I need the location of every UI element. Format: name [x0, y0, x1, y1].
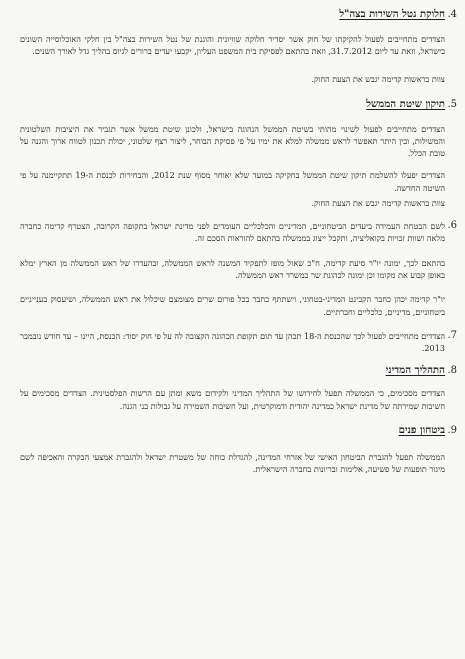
section-9 [20, 424, 457, 476]
section-5-title: תיקון שיטת הממשל [366, 97, 445, 110]
section-5-number: 5. [447, 98, 457, 110]
section-7-paragraph-1: הצדדים מתחייבים לפעול לכך שהכנסת ה-18 תכהן עד תום תקופת הכהונה הקצובה לה על פי חוק יסוד: הכנסת, היינו – עד חודש נובמבר 2013. [20, 330, 445, 354]
section-6-paragraph-1: לשם הבטחת העמידה ביעדים הביטחוניים, המדיניים והכלכליים העומדים לפני מדינת ישראל בתקופה הקרובה, הצטרף קדימה כחברה מלאה ושוות זכויות בקואליציה, ותקבל ייצוג בממשלה בהתאם להוראות הסכם זה. [20, 221, 445, 244]
section-8-heading [20, 364, 457, 377]
section-8-number: 8. [447, 365, 457, 377]
section-4-paragraph-1: הצדדים מתחייבים לפעול להקיקתו של חוק אשר יסדיר חלוקה שוויונית והוגנת של נטל השירות בצה"ל בין חלקי האוכלוסייה השונים בישראל, וזאת עד ליום 31.7.2012, וזאת בהתאם לפסיקת בית המשפט העליון, יקבעו יעדים ברורים לגיוס בהליך גדל לאורך השנים. [20, 34, 445, 57]
section-5 [20, 97, 457, 210]
section-5-heading [20, 97, 457, 111]
section-6-paragraph-3: יו"ר קדימה יכהן כחבר הקבינט המדיני-בטחוני, וישתתף כחבר בכל פורום שרים מצומצם שיכלול את ראש הממשלה, ושיעסוק בענייניים ביטחוניים, מדיניים, כלכליים וחברתיים. [20, 294, 445, 317]
section-4 [20, 8, 457, 86]
section-7 [20, 329, 457, 355]
section-9-number: 9. [447, 425, 457, 437]
section-5-team-note: צוות בראשות קדימה יגבש את הצעת החוק. [311, 199, 445, 209]
section-6-paragraph-2: בהתאם לכך, ימונה יו"ר סיעת קדימה, ח"כ שאול מופז לתפקיד המשנה לראש הממשלה, ובהעדרו של ראש הממשלה מן הארץ ימלא באופן קבוע את מקומו וכן ימונה לכהונת שר במשרד ראש הממשלה. [20, 257, 445, 280]
section-9-paragraph-1: הממשלה תפעל להגברת הביטחון האישי של אזרחי המדינה, להגדלת כוחה של משטרת ישראל ולהגברת אמצעי הבקרה והאכיפה לשם מיגור תופעות של פשיעה, אלימות ובריונות בחברה הישראלית. [20, 452, 445, 475]
section-9-heading [20, 424, 457, 437]
section-5-paragraph-2: הצדדים יפעלו להשלמת תיקון שיטת הממשל בחקיקה במועד שלא יאוחר מסוף שנת 2012, והבחירות לכנסת ה-19 תתקיימנה על פי השיטה החדשה. [20, 170, 445, 193]
section-4-title: חלוקת נטל השירות בצה"ל [339, 8, 445, 20]
section-6 [20, 220, 457, 318]
section-6-number: 6. [447, 220, 457, 232]
section-8-paragraph-1: הצדדים מסכימים, כי הממשלה תפעל לחידושו של התהליך המדיני ולקידום משא ומתן עם הרשות הפלסטינית. הצדדים מסכימים על חשיבות שמירתה של מדינת ישראל כמדינה יהודית ודמוקרטית, ועל חשיבות השמירה על גבולות בני הגנה. [20, 388, 445, 411]
section-7-number: 7. [447, 329, 457, 341]
section-4-number: 4. [447, 9, 457, 20]
section-8 [20, 364, 457, 412]
section-4-team-note: צוות בראשות קדימה יגבש את הצעת החוק. [311, 74, 445, 84]
section-5-paragraph-1: הצדדים מתחייבים לפעול לשינוי מהותי בשיטת הממשל הנהוגה בישראל, ולכונן שיטת ממשל אשר תגביר את היציבות השלטונית והמשילות, ובין היתר תאפשר לראש ממשלה למלא את ימיו על פי פסיקת הבוחר, ליצור רצף שלטוני, יכולת תכנון לטווח ארוך והגנה על טובת הכלל. [20, 123, 445, 159]
section-9-title: ביטחון פנים [398, 424, 445, 437]
section-4-heading [20, 8, 457, 21]
section-8-title: התהליך המדיני [385, 364, 445, 377]
